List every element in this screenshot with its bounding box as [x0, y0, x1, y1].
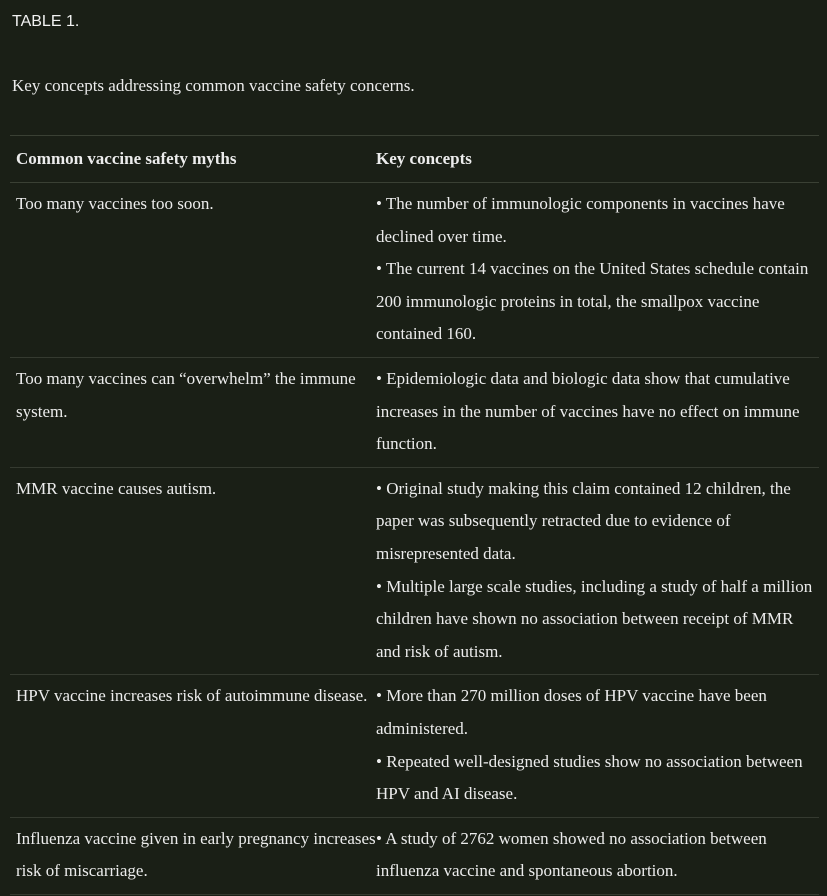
table-label: TABLE 1. — [12, 13, 80, 30]
key-concept: • Epidemiologic data and biologic data show that cumulative increases in the number of vaccines have no effect on immune function. — [376, 368, 800, 454]
table-caption: Key concepts addressing common vaccine safety concerns. — [12, 76, 415, 95]
key-concept: • More than 270 million doses of HPV vaccine have been administered. — [376, 686, 767, 738]
header-key-concepts: Key concepts — [376, 136, 819, 183]
key-concept: • Repeated well-designed studies show no association between HPV and AI disease. — [376, 751, 803, 804]
vaccine-myths-table — [10, 135, 819, 895]
concepts-cell — [376, 357, 819, 467]
key-concept: • Multiple large scale studies, including a study of half a million children have shown no association between receipt of MMR and risk of autism. — [376, 576, 813, 661]
key-concept: • Original study making this claim contained 12 children, the paper was subsequently retracted due to evidence of misrepresented data. — [376, 478, 791, 563]
myth-cell: Influenza vaccine given in early pregnancy increases risk of miscarriage. — [10, 817, 376, 894]
table-row — [10, 675, 819, 817]
concepts-cell — [376, 817, 819, 894]
myth-cell: MMR vaccine causes autism. — [10, 467, 376, 675]
table-row — [10, 817, 819, 894]
key-concept: • The current 14 vaccines on the United States schedule contain 200 immunologic proteins in total, the smallpox vaccine contained 160. — [376, 259, 809, 344]
concepts-cell — [376, 675, 819, 817]
key-concept: • The number of immunologic components in vaccines have declined over time. — [376, 194, 785, 246]
table-row — [10, 183, 819, 358]
concepts-cell — [376, 467, 819, 675]
concepts-cell — [376, 183, 819, 358]
myth-cell: Too many vaccines too soon. — [10, 183, 376, 358]
myth-cell: Too many vaccines can “overwhelm” the immune system. — [10, 357, 376, 467]
table-row — [10, 357, 819, 467]
header-myths: Common vaccine safety myths — [10, 136, 376, 183]
table-row — [10, 467, 819, 675]
table-header-row — [10, 136, 819, 183]
key-concept: • A study of 2762 women showed no association between influenza vaccine and spontaneous abortion. — [376, 828, 767, 881]
myth-cell: HPV vaccine increases risk of autoimmune disease. — [10, 675, 376, 817]
